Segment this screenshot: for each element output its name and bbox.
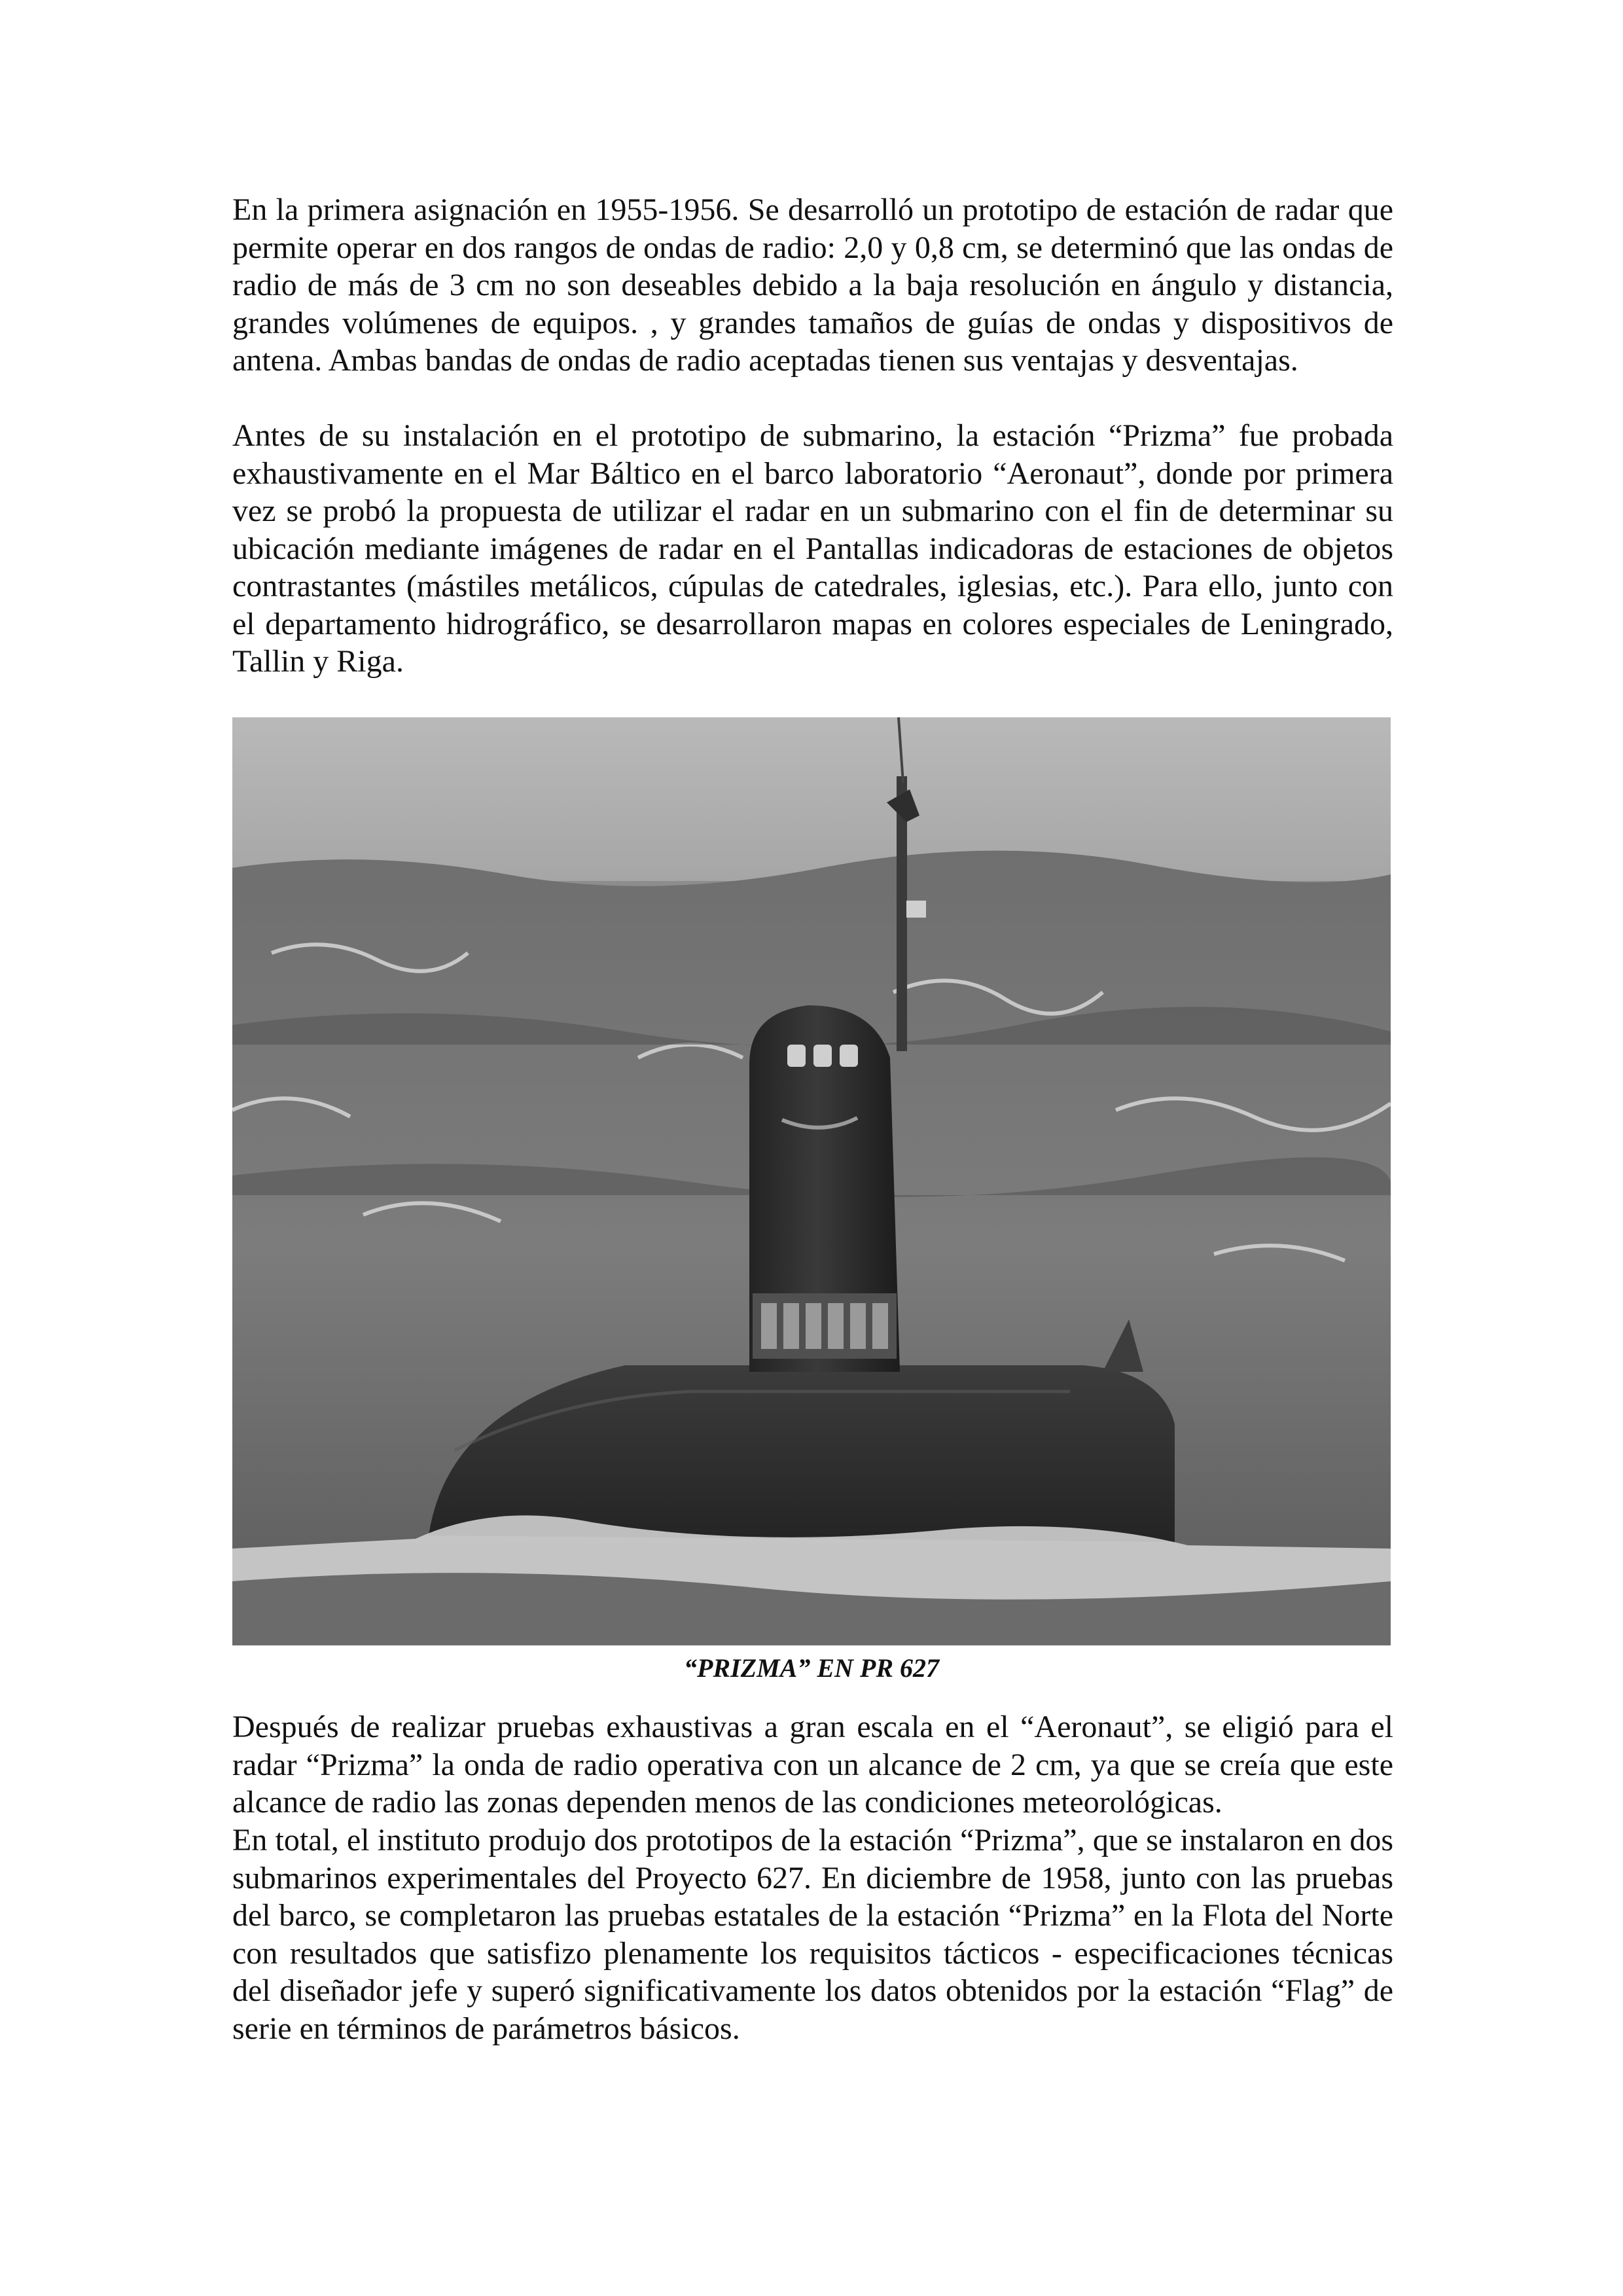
paragraph-radar-prototype: En la primera asignación en 1955-1956. Se desarrolló un prototipo de estación de radar que permite operar en dos rangos de ondas de radio: 2,0 y 0,8 cm, se determinó que las ondas de radio de más de 3 cm no son deseables debido a la baja resolución en ángulo y distancia, grandes volúmenes de equipos. , y grandes tamaños de guías de ondas y dispositivos de antena. Ambas bandas de ondas de radio aceptadas tienen sus ventajas y desventajas. xyxy=(232,192,1393,378)
paragraph-aeronaut-tests: Después de realizar pruebas exhaustivas a gran escala en el “Aeronaut”, se eligió para el radar “Prizma” la onda de radio operativa con un alcance de 2 cm, ya que se creía que este alcance de radio las zonas dependen menos de las condiciones meteorológicas. xyxy=(232,1710,1393,1820)
submarine-photo xyxy=(232,717,1391,1645)
paragraph-prototypes-summary: En total, el instituto produjo dos prototipos de la estación “Prizma”, que se instalaron en dos submarinos experimentales del Proyecto 627. En diciembre de 1958, junto con las pruebas del barco, se completaron las pruebas estatales de la estación “Prizma” en la Flota del Norte con resultados que satisfizo plenamente los requisitos tácticos - especificaciones técnicas del diseñador jefe y superó significativamente los datos obtenidos por la estación “Flag” de serie en términos de parámetros básicos. xyxy=(232,1823,1393,2046)
figure-caption: “PRIZMA” EN PR 627 xyxy=(683,1653,940,1683)
paragraph-baltic-testing: Antes de su instalación en el prototipo de submarino, la estación “Prizma” fue probada exhaustivamente en el Mar Báltico en el barco laboratorio “Aeronaut”, donde por primera vez se probó la propuesta de utilizar el radar en un submarino con el fin de determinar su ubicación mediante imágenes de radar en el Pantallas indicadoras de estaciones de objetos contrastantes (mástiles metálicos, cúpulas de catedrales, iglesias, etc.). Para ello, junto con el departamento hidrográfico, se desarrollaron mapas en colores especiales de Leningrado, Tallin y Riga. xyxy=(232,418,1393,679)
